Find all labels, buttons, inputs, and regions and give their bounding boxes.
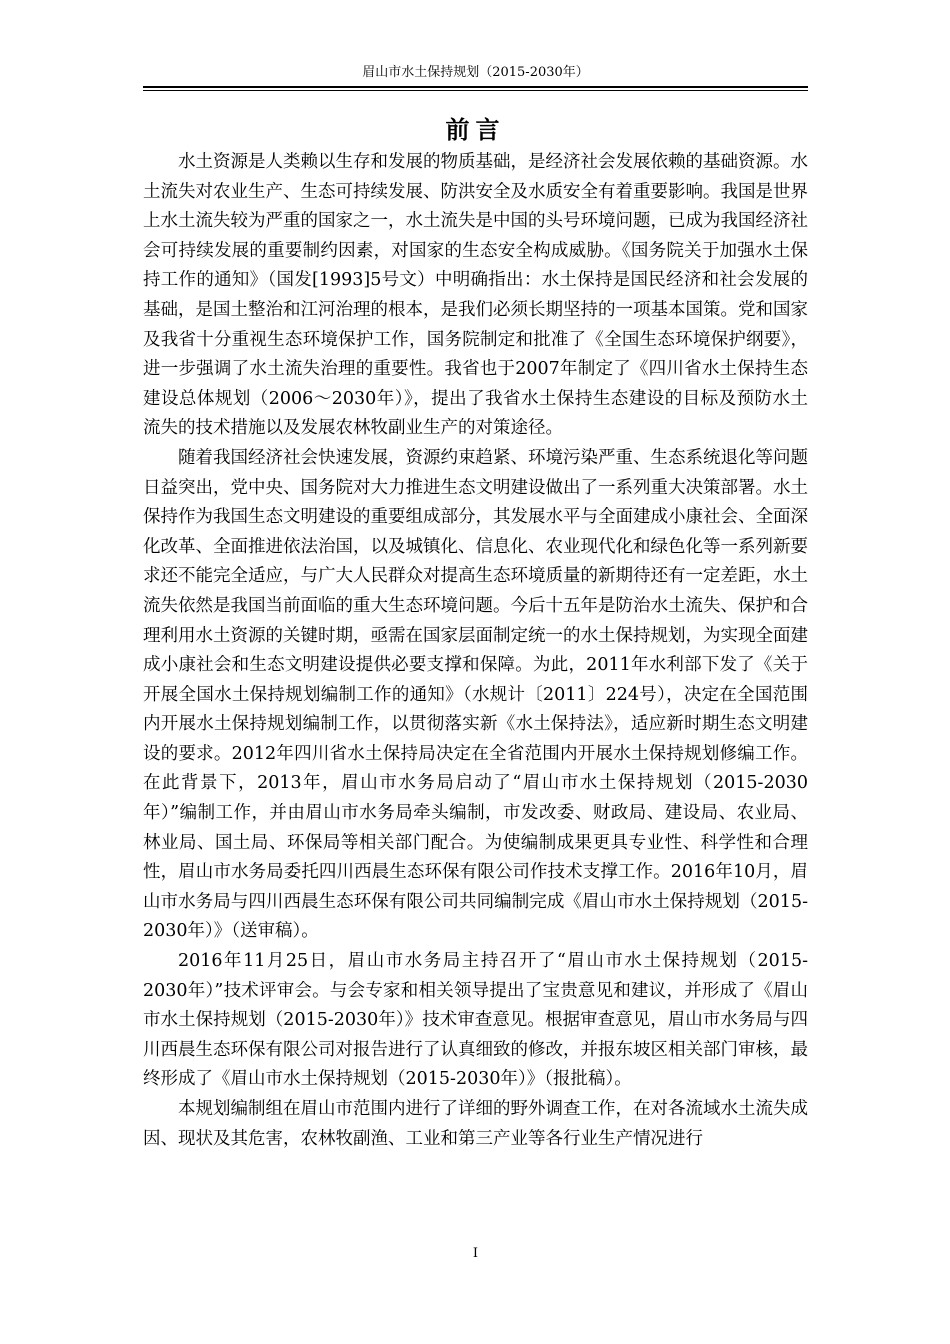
paragraph-1: 水土资源是人类赖以生存和发展的物质基础，是经济社会发展依赖的基础资源。水土流失对农业生产、生态可持续发展、防洪安全及水质安全有着重要影响。我国是世界上水土流失较为严重的国家之一，水土流失是中国的头号环境问题，已成为我国经济社会可持续发展的重要制约因素，对国家的生态安全构成威胁。《国务院关于加强水土保持工作的通知》（国发[1993]5号文）中明确指出：水土保持是国民经济和社会发展的基础，是国土整治和江河治理的根本，是我们必须长期坚持的一项基本国策。党和国家及我省十分重视生态环境保护工作，国务院制定和批准了《全国生态环境保护纲要》，进一步强调了水土流失治理的重要性。我省也于2007年制定了《四川省水土保持生态建设总体规划（2006～2030年）》，提出了我省水土保持生态建设的目标及预防水土流失的技术措施以及发展农林牧副业生产的对策途径。 — [143, 152, 808, 439]
header-rule-thick — [143, 86, 808, 88]
paragraph-4: 本规划编制组在眉山市范围内进行了详细的野外调查工作，在对各流域水土流失成因、现状及其危害，农林牧副渔、工业和第三产业等各行业生产情况进行 — [143, 1099, 808, 1149]
paragraph-3: 2016年11月25日，眉山市水务局主持召开了“眉山市水土保持规划（2015-2030年）”技术评审会。与会专家和相关领导提出了宝贵意见和建议，并形成了《眉山市水土保持规划（2015-2030年）》技术审查意见。根据审查意见，眉山市水务局与四川西晨生态环保有限公司对报告进行了认真细致的修改，并报东坡区相关部门审核，最终形成了《眉山市水土保持规划（2015-2030年）》（报批稿）。 — [143, 951, 808, 1090]
section-heading: 前言 — [445, 115, 506, 144]
running-header: 眉山市水土保持规划（2015-2030年） — [362, 65, 589, 80]
document-body — [143, 148, 808, 1154]
header-rule-thin — [143, 90, 808, 91]
paragraph-2: 随着我国经济社会快速发展，资源约束趋紧、环境污染严重、生态系统退化等问题日益突出，党中央、国务院对大力推进生态文明建设做出了一系列重大决策部署。水土保持作为我国生态文明建设的重要组成部分，其发展水平与全面建成小康社会、全面深化改革、全面推进依法治国，以及城镇化、信息化、农业现代化和绿色化等一系列新要求还不能完全适应，与广大人民群众对提高生态环境质量的新期待还有一定差距，水土流失依然是我国当前面临的重大生态环境问题。今后十五年是防治水土流失、保护和合理利用水土资源的关键时期，亟需在国家层面制定统一的水土保持规划，为实现全面建成小康社会和生态文明建设提供必要支撑和保障。为此，2011年水利部下发了《关于开展全国水土保持规划编制工作的通知》（水规计〔2011〕224号），决定在全国范围内开展水土保持规划编制工作，以贯彻落实新《水土保持法》，适应新时期生态文明建设的要求。2012年四川省水土保持局决定在全省范围内开展水土保持规划修编工作。在此背景下，2013年，眉山市水务局启动了“眉山市水土保持规划（2015-2030年）”编制工作，并由眉山市水务局牵头编制，市发改委、财政局、建设局、农业局、林业局、国土局、环保局等相关部门配合。为使编制成果更具专业性、科学性和合理性，眉山市水务局委托四川西晨生态环保有限公司作技术支撑工作。2016年10月，眉山市水务局与四川西晨生态环保有限公司共同编制完成《眉山市水土保持规划（2015-2030年）》（送审稿）。 — [143, 447, 808, 942]
page-number: I — [472, 1246, 479, 1261]
